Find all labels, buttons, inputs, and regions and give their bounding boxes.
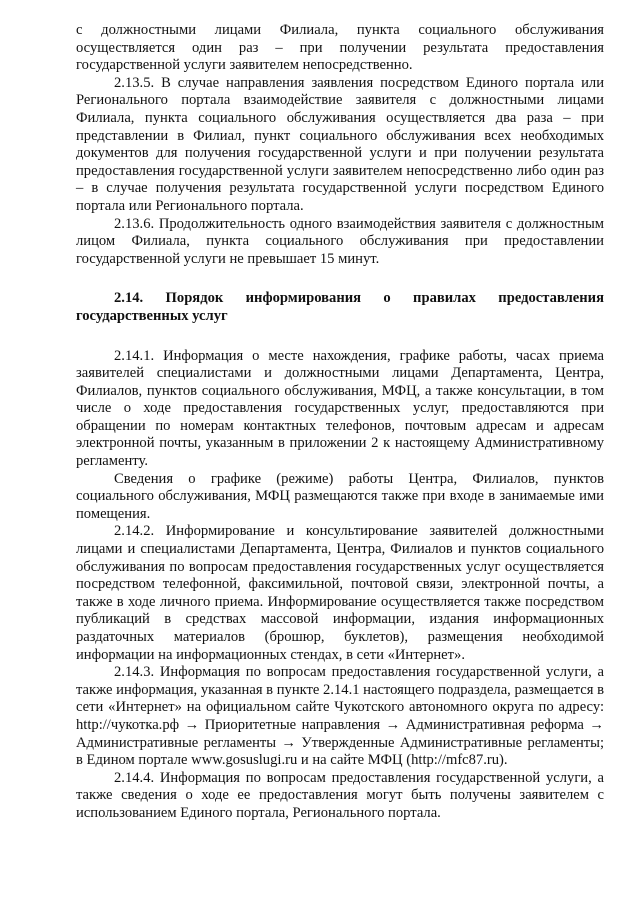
paragraph-2-14-3: 2.14.3. Информация по вопросам предоставления государственной услуги, а также информация, указанная в пункте 2.14.1 настоящего подраздела, размещается в сети «Интернет» на официальном сайте Чукотского автономного округа по адресу: http://чукотка.рф → Приоритетные направления → Административная реформа → Административные регламенты → Утвержденные Административные регламенты; в Едином портале www.gosuslugi.ru и на сайте МФЦ (http://mfc87.ru). bbox=[76, 664, 604, 769]
paragraph-2-13-4-continuation: с должностными лицами Филиала, пункта социального обслуживания осуществляется один раз – при получении результата предоставления государственной услуги заявителем непосредственно. bbox=[76, 22, 604, 74]
paragraph-2-13-6: 2.13.6. Продолжительность одного взаимодействия заявителя с должностным лицом Филиала, пункта социального обслуживания при предоставлении государственной услуги не превышает 15 минут. bbox=[76, 215, 604, 267]
document-page bbox=[76, 22, 604, 823]
spacer bbox=[76, 326, 604, 348]
paragraph-2-14-2: 2.14.2. Информирование и консультирование заявителей должностными лицами и специалистами Департамента, Центра, Филиалов и пунктов социального обслуживания по вопросам предоставления государственных услуг осуществляется посредством телефонной, факсимильной, почтовой связи, электронной почты, а также в ходе личного приема. Информирование осуществляется также посредством публикаций в средствах массовой информации, издания информационных раздаточных материалов (брошюр, буклетов), размещения необходимой информации на информационных стендах, в сети «Интернет». bbox=[76, 523, 604, 663]
paragraph-2-13-5: 2.13.5. В случае направления заявления посредством Единого портала или Регионального портала взаимодействие заявителя с должностными лицами Филиала, пункта социального обслуживания осуществляется два раза – при представлении в Филиал, пункт социального обслуживания всех необходимых документов для получения государственной услуги и при получении результата предоставления государственной услуги заявителем непосредственно либо один раз – в случае получения результата государственной услуги посредством Единого портала или Регионального портала. bbox=[76, 74, 604, 214]
paragraph-2-14-1-schedule: Сведения о графике (режиме) работы Центра, Филиалов, пунктов социального обслуживания, МФЦ размещаются также при входе в занимаемые ими помещения. bbox=[76, 470, 604, 522]
spacer bbox=[76, 268, 604, 290]
section-heading-2-14: 2.14. Порядок информирования о правилах предоставления государственных услуг bbox=[76, 290, 604, 324]
paragraph-2-14-4: 2.14.4. Информация по вопросам предоставления государственной услуги, а также сведения о ходе ее предоставления могут быть получены заявителем с использованием Единого портала, Регионального портала. bbox=[76, 769, 604, 821]
paragraph-2-14-1: 2.14.1. Информация о месте нахождения, графике работы, часах приема заявителей специалистами и должностными лицами Департамента, Центра, Филиалов, пунктов социального обслуживания, МФЦ, а также консультации, в том числе о ходе предоставления государственных услуг, предоставляются при обращении по номерам контактных телефонов, почтовым адресам и адресам электронной почты, указанным в приложении 2 к настоящему Административному регламенту. bbox=[76, 347, 604, 470]
